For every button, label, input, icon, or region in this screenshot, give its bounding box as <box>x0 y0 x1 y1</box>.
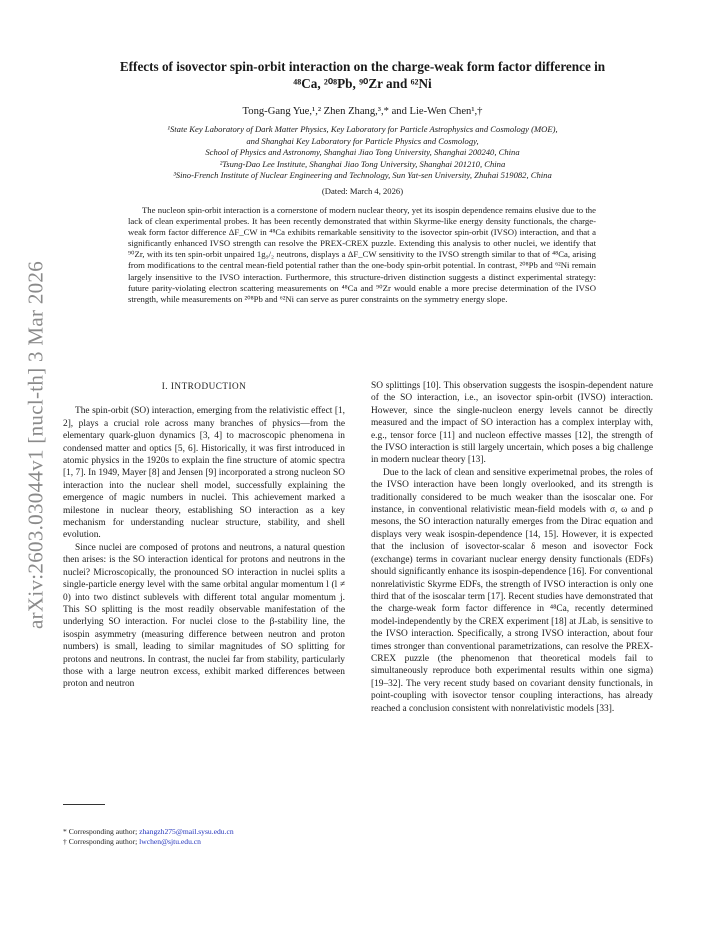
left-column <box>63 380 345 691</box>
paragraph: SO splittings [10]. This observation suggests the isospin-dependent nature of the SO interaction, i.e., an isovector spin-orbit (IVSO) interaction. However, since the single-nucleon energy levels cannot be directly measured and the impact of SO interaction has a complex interplay with, e.g., tensor force [11] and nucleon effective masses [12], the strength of the IVSO interaction is still largely uncertain, which poses a big challenge in modern nuclear theory [13]. <box>371 381 653 466</box>
right-column <box>371 380 653 715</box>
affiliations <box>60 124 665 182</box>
arxiv-stamp <box>14 235 58 655</box>
footnotes <box>63 827 353 847</box>
footnote-rule <box>63 804 105 805</box>
section-heading: I. INTRODUCTION <box>161 381 247 391</box>
footnote-2-label: † Corresponding author; <box>63 837 140 846</box>
footnote-1 <box>63 827 353 837</box>
footnote-2 <box>63 837 353 847</box>
paragraph: The spin-orbit (SO) interaction, emerging from the relativistic effect [1, 2], plays a crucial role across many branches of physics—from the elementary quark-gluon dynamics [3, 4] to macroscopic phenomena in condensed matter and optics [5, 6]. Historically, it was first introduced in atomic physics in the 1920s to explain the fine structure of atomic spectra [1, 7]. In 1949, Mayer [8] and Jensen [9] incorporated a strong nucleon SO interaction into the nuclear shell model, successfully explaining the emergence of magic numbers in nuclei. This achievement marked a milestone in nuclear theory, establishing SO interaction as a key mechanism for understanding nuclear structure, stability, and shell evolution. <box>63 406 345 541</box>
abstract: The nucleon spin-orbit interaction is a cornerstone of modern nuclear theory, yet its isospin dependence remains elusive due to the lack of clean experimental probes. It has been recently demonstrated that within Skyrme-like energy density functionals, the charge-weak form factor difference ΔF_CW in ⁴⁸Ca exhibits remarkable sensitivity to the isovector spin-orbit (IVSO) interaction, and that a significantly enhanced IVSO strength can resolve the PREX-CREX puzzle. Extending this analysis to other nuclei, we identify that ⁹⁰Zr, with its ten spin-orbit unpaired 1g₉/₂ neutrons, displays a ΔF_CW sensitivity to the IVSO strength similar to that of ⁴⁸Ca, arising from modifications to the central mean-field potential rather than the one-body spin-orbit potential. In contrast, ²⁰⁸Pb and ⁶²Ni remain largely insensitive to the IVSO interaction. Furthermore, this structure-driven distinction suggests a distinct experimental strategy: future parity-violating electron scattering measurements on ⁴⁸Ca and ⁹⁰Zr would enable a more precise determination of the IVSO strength, while measurements on ²⁰⁸Pb and ⁶²Ni can serve as purer constraints on the symmetry energy slope. <box>128 205 596 304</box>
email-link-2[interactable]: lwchen@sjtu.edu.cn <box>139 837 201 846</box>
title-line-1: Effects of isovector spin-orbit interaction on the charge-weak form factor difference in <box>119 59 606 74</box>
affiliation-line: ³Sino-French Institute of Nuclear Engineering and Technology, Sun Yat-sen University, Zhuhai 519082, China <box>173 170 552 180</box>
email-link-1[interactable]: zhangzh275@mail.sysu.edu.cn <box>139 827 234 836</box>
paragraph: Due to the lack of clean and sensitive experimetnal probes, the roles of the IVSO interaction have been longly overlooked, and its strength is traditionally considered to be much weaker than the isoscalar one. For instance, in conventional relativistic mean-field models with σ, ω and ρ mesons, the SO interaction naturally emerges from the Dirac equation and displays very weak isospin-dependence [14, 15]. However, it is expected that the inclusion of isovector-scalar δ meson and isovector Fock (exchange) terms in covariant nuclear energy density functionals (EDFs) should significantly enhance its isospin-dependence [16]. For conventional nonrelativistic Skyrme EDFs, the strength of IVSO interaction is only one third that of the isoscalar term [17]. Recent studies have demonstrated that the charge-weak form factor difference in ⁴⁸Ca, recently determined model-independently by the CREX experiment [18] at JLab, is sensitive to the IVSO interaction. Specifically, a strong IVSO interaction, about four times stronger than conventional parametrizations, can resolve the PREX-CREX puzzle (the phenomenon that theoretical models fail to simultaneously reproduce both experimental results within one sigma) [19–32]. The very recent study based on covariant density functionals, in point-coupling with isovector tensor coupling interactions, has already reached a conclusion consistent with nonrelativistic models [33]. <box>371 467 653 714</box>
paper-title <box>60 58 665 92</box>
affiliation-line: ¹State Key Laboratory of Dark Matter Physics, Key Laboratory for Particle Astrophysics and Cosmology (MOE), <box>167 124 558 134</box>
title-line-2: ⁴⁸Ca, ²⁰⁸Pb, ⁹⁰Zr and ⁶²Ni <box>293 76 432 91</box>
date-line: (Dated: March 4, 2026) <box>321 186 404 196</box>
affiliation-line: School of Physics and Astronomy, Shanghai Jiao Tong University, Shanghai 200240, China <box>205 147 520 157</box>
affiliation-line: and Shanghai Key Laboratory for Particle Physics and Cosmology, <box>246 135 479 146</box>
paragraph: Since nuclei are composed of protons and neutrons, a natural question then arises: is the SO interaction identical for protons and neutrons in the nuclei? Microscopically, the pronounced SO interaction in nuclei splits a single-particle energy level with the same orbital angular momentum l (l ≠ 0) into two distinct sublevels with different total angular momentum j. This SO splitting is the most readily observable manifestation of the underlying SO interaction. For nuclei close to the β-stability line, the isospin asymmetry (measuring difference between neutron and proton numbers) is small, leading to similar magnitudes of SO splitting for protons and neutrons. In contrast, the nuclei far from stability, particularly those with a large neutron excess, exhibit marked differences between proton and neutron <box>63 542 345 690</box>
footnote-1-label: * Corresponding author; <box>63 827 140 836</box>
author-list: Tong-Gang Yue,¹,² Zhen Zhang,³,* and Lie-Wen Chen¹,† <box>242 106 483 117</box>
arxiv-stamp-text: arXiv:2603.03044v1 [nucl-th] 3 Mar 2026 <box>23 260 48 630</box>
affiliation-line: ²Tsung-Dao Lee Institute, Shanghai Jiao Tong University, Shanghai 201210, China <box>219 158 506 169</box>
